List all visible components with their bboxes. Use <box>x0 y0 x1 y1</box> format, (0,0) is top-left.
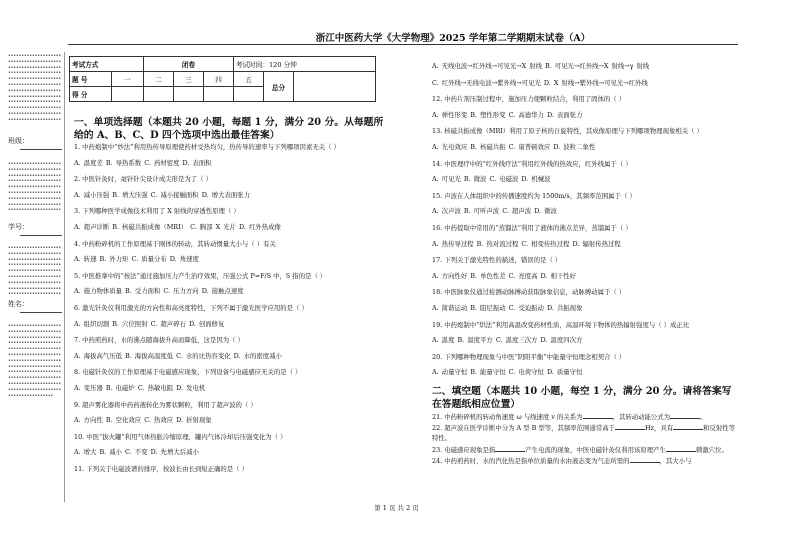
fill-text: 23. 电磁感应现象是指 <box>432 445 496 454</box>
binding-dots-3: •••••••••••••••••••••••••••••••••••••••••••••••••••••••••••••••••••••••••••••••••••••••••••••••••••••••••••••••••••••••••••••••••••••••••••••••••••••••••••••••••••••••••••••••••••• <box>8 246 61 296</box>
exam-title: 浙江中医药大学《大学物理》2025 学年第二学期期末试卷（A） <box>315 33 591 44</box>
question-text: 12. 中药片剂压制过程中，施加压力使颗粒结合，利用了固体的（ ） <box>432 95 626 104</box>
answer-blank[interactable] <box>615 423 645 430</box>
total-score-cell[interactable] <box>294 72 376 102</box>
right-column <box>432 62 738 468</box>
question-text: 18. 中医脉象仪通过检测动脉搏动获取脉象信息，动脉搏动属于（ ） <box>432 288 626 297</box>
question-item <box>74 272 384 297</box>
section1-questions <box>74 143 384 474</box>
fill-item-21 <box>432 412 738 423</box>
question-text: 16. 中药提取中常用的“蒸馏法”利用了液体的沸点差异，蒸馏属于（ ） <box>432 223 632 232</box>
question-item <box>432 224 738 249</box>
question-options: A. 施力物体质量 B. 受力面积 C. 压力方向 D. 接触点速度 <box>74 287 244 296</box>
question-text: 10. 中医“拔火罐”利用气体热胀冷缩原理，罐内气体冷却后压强变化为（ ） <box>74 432 287 441</box>
question-text: 6. 激光针灸仪利用激光的方向性和高亮度特性，下列不属于激光医学应用的是（ ） <box>74 303 308 312</box>
question-item <box>432 353 738 378</box>
col-5: 五 <box>234 72 264 87</box>
binding-dots-4: ••••••••••••••••••••••••••••••••••••••••••••••••••••••••••••••••••••••••••••••••••••••••••••••••••••••••••••••••••••••••••••••••••••••••••••••••••••••••••••••••••••••••••••••••••••••••••••••••••••••••••••••••••••••••••••••••••••••••••••••••••••••••••••••••• <box>8 324 61 399</box>
question-options: A. 超声诊断 B. 核磁共振成像（MRI） C. 胸部 X 光片 D. 红外热成像 <box>74 222 281 231</box>
question-text: 15. 声波在人体组织中的传播速度约为 1500m/s，其频率范围属于（ ） <box>432 191 636 200</box>
class-line[interactable] <box>20 149 62 150</box>
question-options: A. 组织切割 B. 穴位照射 C. 超声碎石 D. 创面修复 <box>74 319 225 328</box>
question-options: A. 海拔高气压低 B. 海拔高温度低 C. 水的比热容变化 D. 水的密度减小 <box>74 351 282 360</box>
answer-blank[interactable] <box>673 423 703 430</box>
question-text: 13. 核磁共振成像（MRI）利用了原子核的自旋特性，其成像原理与下列哪项物理现象相关（ ） <box>432 127 703 136</box>
question-text: 20. 下列哪种物理现象与中医“阴阳平衡”中能量守恒理念相契合（ ） <box>432 352 626 361</box>
exam-mode-label: 考试方式 <box>70 57 144 72</box>
exam-mode-value: 闭卷 <box>144 57 234 72</box>
question-options: A. 转速 B. 外力矩 C. 质量分布 D. 角速度 <box>74 255 199 264</box>
question-item <box>74 401 384 426</box>
binding-divider <box>64 52 65 502</box>
question-item <box>432 256 738 281</box>
exam-time: 考试时间：120 分钟 <box>234 57 376 72</box>
title-underline <box>68 44 738 45</box>
col-1: 一 <box>112 72 144 87</box>
question-item <box>432 321 738 346</box>
question-options: A. 减小压强 B. 增大压强 C. 减小接触面积 D. 增大表面张力 <box>74 190 251 199</box>
col-4: 四 <box>204 72 234 87</box>
score-cell-5[interactable] <box>234 87 264 102</box>
question-item <box>432 95 738 120</box>
question-text: 14. 中医理疗中的“红外线疗法”利用红外线的热效应，红外线属于（ ） <box>432 159 632 168</box>
question-text: 4. 中药粉碎机的工作原理基于刚体的转动，其转动惯量大小与（ ）有关 <box>74 239 276 248</box>
answer-blank[interactable] <box>495 445 525 452</box>
q11-options-2: C. 红外线→无线电波→紫外线→可见光 D. X 射线→紫外线→可见光→红外线 <box>432 78 648 87</box>
question-options: A. 方向性 B. 空化效应 C. 热效应 D. 折射现象 <box>74 416 212 425</box>
question-options: A. 变压器 B. 电磁炉 C. 热敏电阻 D. 发电机 <box>74 383 206 392</box>
question-number-label: 题 号 <box>70 72 112 87</box>
question-options: A. 增大 B. 减小 C. 不变 D. 先增大后减小 <box>74 448 199 457</box>
fill-text: 22. 超声波在医学诊断中分为 A 型 B 型等，其频率范围通常高于 <box>432 424 616 433</box>
name-label: 姓名： <box>8 300 29 308</box>
question-options: A. 方向性好 B. 单色性差 C. 亮度高 D. 相干性好 <box>432 271 577 280</box>
total-score-label: 总分 <box>264 72 294 102</box>
fill-text: 。 <box>700 412 707 421</box>
question-text: 5. 中医推拿中的“按法”通过施加压力产生治疗效果，压强公式 P=F/S 中，S 指的是（ ） <box>74 271 327 280</box>
binding-dots-2: •••••••••••••••••••••••••••••••••••••••••••••••••••••••••••••••••••••••••••••••••••••••••••••••••••••••••••••••••••••••••••••••••••••••••••••••••••••••••••••••••••••••••••••••••••• <box>8 162 61 212</box>
student-id-label: 学号： <box>8 223 29 231</box>
fill-text: 24. 中药煎药时，水的汽化热是指单位质量的水由液态变为气态所需的 <box>432 457 630 466</box>
answer-blank[interactable] <box>630 456 660 463</box>
col-3: 三 <box>174 72 204 87</box>
name-line[interactable] <box>20 312 62 313</box>
binding-strip <box>8 54 68 500</box>
question-text: 2. 中医针灸时，毫针针尖设计成尖形是为了（ ） <box>74 175 212 184</box>
question-item <box>432 127 738 152</box>
question-options: A. 次声波 B. 可听声波 C. 超声波 D. 微波 <box>432 207 557 216</box>
fill-text: ，其转动动能公式为 <box>612 412 671 421</box>
answer-blank[interactable] <box>583 412 613 419</box>
fill-text: 和反射性等特性。 <box>432 424 736 443</box>
q11-options-1: A. 无线电波→红外线→可见光→X 射线 B. 可见光→红外线→X 射线→γ 射线 <box>432 62 650 70</box>
score-cell-2[interactable] <box>144 87 174 102</box>
question-item <box>74 465 384 475</box>
left-column <box>74 116 384 480</box>
fill-text: 21. 中药粉碎机的转动角速度 ω 与线速度 v 的关系为 <box>432 412 583 421</box>
question-item <box>74 336 384 361</box>
fill-text: 产生电流的现象，中医电磁针灸仪利用该原理产生 <box>525 445 666 454</box>
question-options: A. 简谐运动 B. 阻尼振动 C. 受迫振动 D. 共振现象 <box>432 303 583 312</box>
question-item <box>74 304 384 329</box>
question-item <box>74 368 384 393</box>
question-text: 19. 中药炮制中“烘法”利用高温改变药材性质，高温环境下物体的热辐射强度与（ ）成正比 <box>432 320 690 329</box>
question-item <box>74 433 384 458</box>
score-cell-4[interactable] <box>204 87 234 102</box>
question-options: A. 动量守恒 B. 能量守恒 C. 电荷守恒 D. 质量守恒 <box>432 368 583 377</box>
section1-title: 一、单项选择题（本题共 20 小题，每题 1 分，满分 20 分。从每题所给的 A、B、C、D 四个选项中选出最佳答案） <box>74 117 384 141</box>
question-item <box>432 288 738 313</box>
fill-text: ，其大小与 <box>659 457 692 466</box>
col-2: 二 <box>144 72 174 87</box>
score-cell-3[interactable] <box>174 87 204 102</box>
question-options: A. 热传导过程 B. 热对流过程 C. 相变传热过程 D. 辐射传热过程 <box>432 239 621 248</box>
score-cell-1[interactable] <box>112 87 144 102</box>
question-text: 3. 下列哪种医学成像技术利用了 X 射线的穿透性原理（ ） <box>74 207 240 216</box>
student-id-line[interactable] <box>20 235 62 236</box>
question-item <box>74 175 384 200</box>
question-item <box>432 160 738 185</box>
score-label: 得 分 <box>70 87 112 102</box>
fill-item-24 <box>432 456 738 467</box>
section2-title: 二、填空题（本题共 10 小题，每空 1 分，满分 20 分。请将答案写在答题纸相应位置） <box>432 385 732 410</box>
fill-text: Hz，具有 <box>645 424 674 433</box>
question-text: 1. 中药炮制中“炒法”利用热传导原理使药材受热均匀，热传导的速率与下列哪项因素无关（ ） <box>74 143 340 151</box>
fill-item-22 <box>432 423 738 443</box>
page-footer: 第 1 页 共 2 页 <box>374 504 419 512</box>
question-text: 9. 超声雾化器将中药药液转化为雾状颗粒，利用了超声波的（ ） <box>74 400 257 409</box>
question-text: 7. 中药煎药时，水的沸点随海拔升高而降低，这是因为（ ） <box>74 336 244 345</box>
answer-blank[interactable] <box>666 445 696 452</box>
question-options: A. 光电效应 B. 核磁共振 C. 康普顿效应 D. 波粒二象性 <box>432 142 596 151</box>
binding-dots-1: •••••••••••••••••••••••••••••••••••••••••••••••••••••••••••••••••••••••••••••••••••••••••••••••••••••••••••••••••••••••••••••••••••••••••••••••••••••••••••••••••••••••••••••••••••••••••••••••••••••••••••••••••••••••••••••••••••••••••••••••• <box>8 54 61 122</box>
class-label: 班级： <box>8 137 29 145</box>
question-text: 17. 下列关于激光特性的描述，错误的是（ ） <box>432 256 562 265</box>
question-options: A. 温度 B. 温度平方 C. 温度三次方 D. 温度四次方 <box>432 336 583 345</box>
question-item <box>74 143 384 168</box>
question-options: A. 可见光 B. 微波 C. 电磁波 D. 机械波 <box>432 175 551 184</box>
question-options: A. 弹性形变 B. 塑性形变 C. 高德华力 D. 表面张力 <box>432 110 583 119</box>
question-item <box>74 207 384 232</box>
answer-blank[interactable] <box>670 412 700 419</box>
question-text: 11. 下列关于电磁波谱的排序，按波长由长到短正确的是（ ） <box>74 464 248 473</box>
fill-text: 刺激穴位。 <box>695 445 728 454</box>
fill-item-23 <box>432 445 738 456</box>
exam-info-table <box>69 56 376 102</box>
question-options: A. 温度差 B. 导热系数 C. 药材密度 D. 表面积 <box>74 158 212 167</box>
question-item <box>74 240 384 265</box>
question-text: 8. 电磁针灸仪的工作原理基于电磁感应现象，下列设备与电磁感应无关的是（ ） <box>74 368 302 377</box>
question-item <box>432 192 738 217</box>
